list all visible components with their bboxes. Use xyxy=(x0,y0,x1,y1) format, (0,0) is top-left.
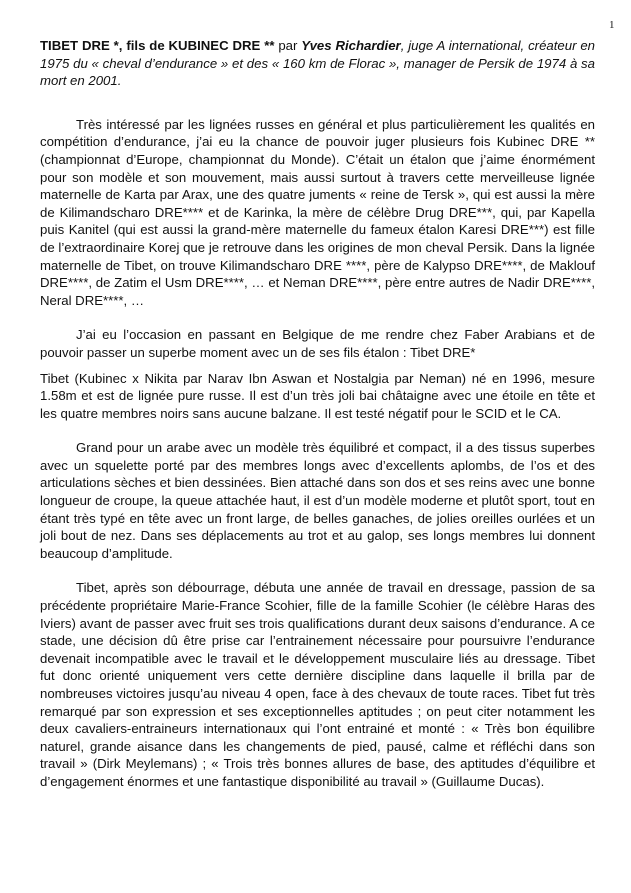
paragraph-pedigree: Tibet (Kubinec x Nikita par Narav Ibn Aswan et Nostalgia par Neman) né en 1996, mesure 1.58m et est de lignée pure russe. Il est d’un très joli bai châtaigne avec une étoile en tête et les quatre membres noirs sans aucune balzane. Il est testé négatif pour le SCID et le CA. xyxy=(40,370,595,421)
heading-by: par xyxy=(274,38,302,53)
document-body xyxy=(40,37,595,791)
heading-title: TIBET DRE *, fils de KUBINEC DRE ** xyxy=(40,38,275,53)
heading-author: Yves Richardier xyxy=(301,38,401,53)
page-number: 1 xyxy=(609,19,615,31)
paragraph-career: Tibet, après son débourrage, débuta une année de travail en dressage, passion de sa précédente propriétaire Marie-France Scohier, fille de la famille Scohier (le célèbre Haras des Iviers) avant de passer avec fruit ses trois qualifications durant deux saisons d’endurance. A ce stade, une décision dû être prise car l’entrainement nécessaire pour poursuivre l’endurance devenait incompatible avec le travail et le développement musculaire liés au dressage. Tibet fut donc orienté uniquement vers cette dernière discipline dans laquelle il brilla par de nombreuses victoires jusqu’au niveau 4 open, face à des chevaux de toute races. Tibet fut très remarqué par son expression et ses exceptionnelles aptitudes ; on peut citer notamment les deux cavaliers-entraineurs internationaux qui l’ont entrainé et monté : « Très bon équilibre naturel, grande aisance dans les changements de pied, pausé, calme et réfléchi dans son travail » (Dirk Meylemans) ; « Trois très bonnes allures de base, des aptitudes d’équilibre et d’engagement énormes et une fantastique disponibilité au travail » (Guillaume Ducas). xyxy=(40,580,595,789)
paragraph-lineage: Très intéressé par les lignées russes en général et plus particulièrement les qualités en compétition d’endurance, j’ai eu la chance de pouvoir juger plusieurs fois Kubinec DRE ** (championnat d’Europe, championnat du Monde). C’était un étalon que j’aime énormément pour son modèle et son mouvement, mais aussi surtout à travers cette merveilleuse lignée maternelle de Karta par Arax, une des quatre juments « reine de Tersk », qui est aussi la mère de Kilimandscharo DRE**** et de Karinka, la mère de célèbre Drug DRE***, qui, par Kapella puis Kanitel (qui est aussi la grand-mère maternelle du fameux étalon Karesi DRE***) est fille de l’extraordinaire Korej que je retrouve dans les origines de mon cheval Persik. Dans la lignée maternelle de Tibet, on trouve Kilimandscharo DRE ****, père de Kalypso DRE****, de Maklouf DRE****, de Zatim el Usm DRE****, … et Neman DRE****, père entre autres de Nadir DRE****, Neral DRE****, … xyxy=(40,116,595,308)
document-heading xyxy=(40,37,595,90)
heading-credits: , juge A international, créateur en 1975 du « cheval d’endurance » et des « 160 km de Florac », manager de Persik de 1974 à sa mort en 2001. xyxy=(40,38,596,89)
paragraph-conformation: Grand pour un arabe avec un modèle très équilibré et compact, il a des tissus superbes avec un squelette porté par des membres longs avec d’excellents aplombs, de l’os et des articulations sèches et bien dessinées. Bien attaché dans son dos et ses reins avec une bonne longueur de croupe, la queue attachée haut, il est d’un modèle moderne et plutôt sport, tout en étant très typé en tête avec un front large, de belles ganaches, de jolies oreilles ourlées et un joli bout de nez. Dans ses déplacements au trot et au galop, ses longs membres lui donnent beaucoup d’amplitude. xyxy=(40,440,595,561)
paragraph-visit: J’ai eu l’occasion en passant en Belgique de me rendre chez Faber Arabians et de pouvoir passer un superbe moment avec un de ses fils étalon : Tibet DRE* xyxy=(40,327,595,360)
